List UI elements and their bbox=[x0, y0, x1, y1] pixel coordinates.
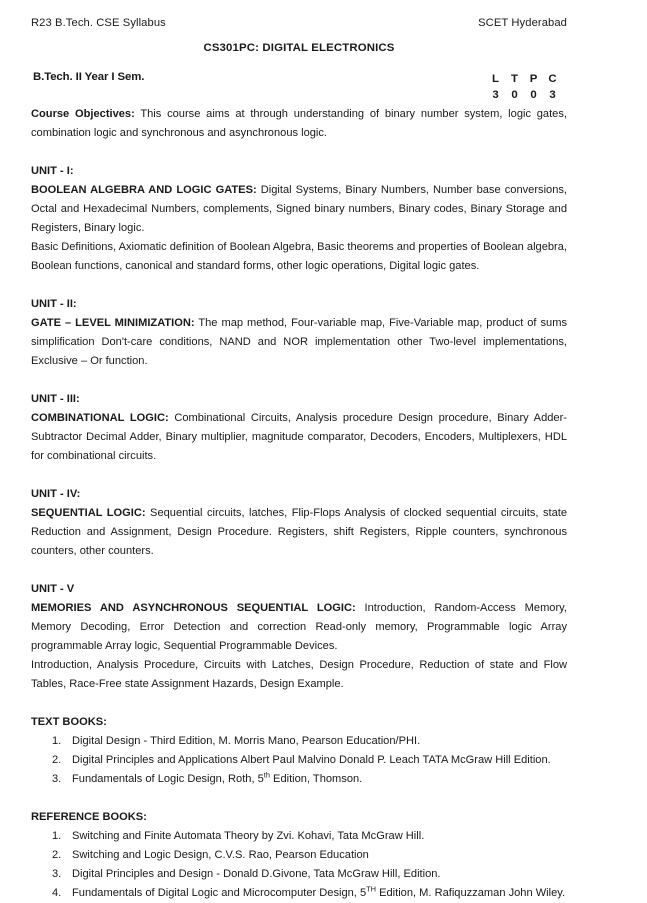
unit-2-body: The map method, Four-variable map, Five-Variable map, product of sums simplification Don't-care conditions, NAND and NOR implementation other Two-level implementations, Exclusive – Or function. bbox=[31, 317, 568, 367]
reference-books-heading: REFERENCE BOOKS: bbox=[31, 811, 147, 823]
text-books-list bbox=[31, 732, 567, 789]
unit-5-body: Introduction, Random-Access Memory, Memory Decoding, Error Detection and correction Read-only memory, Programmable logic Array programmable Array logic, Sequential Programmable Devices. bbox=[31, 602, 567, 652]
list-item-number: 2. bbox=[52, 754, 62, 766]
unit-3-body: Combinational Circuits, Analysis procedure Design procedure, Binary Adder-Subtractor Decimal Adder, Binary multiplier, magnitude comparator, Decoders, Encoders, Multiplexers, HDL for combinational circuits. bbox=[31, 412, 567, 462]
credits-value-p: 0 bbox=[530, 89, 537, 101]
spacer bbox=[31, 561, 567, 580]
unit-5-extra: Introduction, Analysis Procedure, Circuits with Latches, Design Procedure, Reduction of state and Flow Tables, Race-Free state Assignment Hazards, Design Example. bbox=[31, 659, 567, 690]
list-item-number: 2. bbox=[52, 849, 62, 861]
unit-1-extra: Basic Definitions, Axiomatic definition of Boolean Algebra, Basic theorems and properties of Boolean algebra, Boolean functions, canonical and standard forms, other logic operations, Digital logic gates. bbox=[31, 241, 567, 272]
spacer bbox=[31, 143, 567, 162]
semester-label: B.Tech. II Year I Sem. bbox=[33, 71, 145, 83]
course-objectives-label: Course Objectives: bbox=[31, 108, 135, 120]
list-item-text: Fundamentals of Logic Design, Roth, 5 bbox=[72, 773, 264, 785]
list-item bbox=[31, 884, 567, 903]
list-item bbox=[31, 865, 567, 884]
page-content bbox=[31, 0, 567, 903]
spacer bbox=[31, 694, 567, 713]
course-objectives-paragraph bbox=[31, 105, 567, 143]
list-item bbox=[31, 732, 567, 751]
credits-header-row bbox=[486, 71, 562, 87]
list-item-text-post: Edition, Thomson. bbox=[269, 773, 363, 785]
list-item bbox=[31, 827, 567, 846]
credits-value-row bbox=[486, 87, 562, 103]
course-title: CS301PC: DIGITAL ELECTRONICS bbox=[203, 42, 395, 54]
list-item-text: Digital Design - Third Edition, M. Morris Mano, Pearson Education/PHI. bbox=[72, 735, 421, 747]
semester-credits-block bbox=[31, 71, 567, 105]
credits-header-l: L bbox=[492, 73, 499, 85]
unit-4-paragraph bbox=[31, 504, 567, 561]
unit-2-title: GATE – LEVEL MINIMIZATION: bbox=[31, 317, 195, 329]
text-books-heading: TEXT BOOKS: bbox=[31, 716, 107, 728]
credits-table bbox=[486, 71, 562, 103]
unit-5-paragraph bbox=[31, 599, 567, 656]
unit-3-paragraph bbox=[31, 409, 567, 466]
list-item-text: Switching and Finite Automata Theory by Zvi. Kohavi, Tata McGraw Hill. bbox=[72, 830, 425, 842]
list-item-superscript: th bbox=[263, 770, 270, 780]
list-item bbox=[31, 751, 567, 770]
credits-value-l: 3 bbox=[492, 89, 499, 101]
unit-2-paragraph bbox=[31, 314, 567, 371]
unit-4-body: Sequential circuits, latches, Flip-Flops Analysis of clocked sequential circuits, state Reduction and Assignment, Design Procedure. Registers, shift Registers, Ripple counters, synchronous counters, other counters. bbox=[31, 507, 567, 557]
unit-3-title: COMBINATIONAL LOGIC: bbox=[31, 412, 169, 424]
unit-5-heading: UNIT - V bbox=[31, 583, 75, 595]
credits-header-c: C bbox=[548, 73, 557, 85]
unit-1-heading: UNIT - I: bbox=[31, 165, 74, 177]
credits-header-t: T bbox=[511, 73, 518, 85]
header-right-text: SCET Hyderabad bbox=[478, 17, 567, 29]
running-header bbox=[31, 0, 567, 29]
list-item-superscript: TH bbox=[366, 884, 376, 894]
spacer bbox=[31, 276, 567, 295]
unit-5-title: MEMORIES AND ASYNCHRONOUS SEQUENTIAL LOGIC: bbox=[31, 602, 356, 614]
list-item-text-post: Edition, M. Rafiquzzaman John Wiley. bbox=[376, 887, 566, 899]
reference-books-list bbox=[31, 827, 567, 903]
course-objectives-text: This course aims at through understanding of binary number system, logic gates, combination logic and synchronous and asynchronous logic. bbox=[31, 108, 567, 139]
spacer bbox=[31, 371, 567, 390]
credits-value-c: 3 bbox=[549, 89, 556, 101]
list-item-text: Switching and Logic Design, C.V.S. Rao, Pearson Education bbox=[72, 849, 369, 861]
unit-3-heading: UNIT - III: bbox=[31, 393, 80, 405]
unit-1-paragraph bbox=[31, 181, 567, 238]
credits-value-t: 0 bbox=[511, 89, 518, 101]
unit-4-heading: UNIT - IV: bbox=[31, 488, 81, 500]
list-item-number: 1. bbox=[52, 830, 62, 842]
list-item-number: 4. bbox=[52, 887, 62, 899]
credits-header-p: P bbox=[529, 73, 538, 85]
header-left-text: R23 B.Tech. CSE Syllabus bbox=[31, 17, 166, 29]
list-item-text: Digital Principles and Design - Donald D.Givone, Tata McGraw Hill, Edition. bbox=[72, 868, 441, 880]
unit-4-title: SEQUENTIAL LOGIC: bbox=[31, 507, 146, 519]
unit-2-heading: UNIT - II: bbox=[31, 298, 77, 310]
spacer bbox=[31, 466, 567, 485]
list-item-number: 3. bbox=[52, 773, 62, 785]
list-item-number: 3. bbox=[52, 868, 62, 880]
unit-1-body: Digital Systems, Binary Numbers, Number base conversions, Octal and Hexadecimal Numbers, complements, Signed binary numbers, Binary codes, Binary Storage and Registers, Binary logic. bbox=[31, 184, 568, 234]
list-item-number: 1. bbox=[52, 735, 62, 747]
list-item bbox=[31, 846, 567, 865]
list-item-text: Fundamentals of Digital Logic and Microcomputer Design, 5 bbox=[72, 887, 367, 899]
unit-1-title: BOOLEAN ALGEBRA AND LOGIC GATES: bbox=[31, 184, 257, 196]
list-item bbox=[31, 770, 567, 789]
spacer bbox=[31, 789, 567, 808]
list-item-text: Digital Principles and Applications Albert Paul Malvino Donald P. Leach TATA McGraw Hill Edition. bbox=[72, 754, 551, 766]
